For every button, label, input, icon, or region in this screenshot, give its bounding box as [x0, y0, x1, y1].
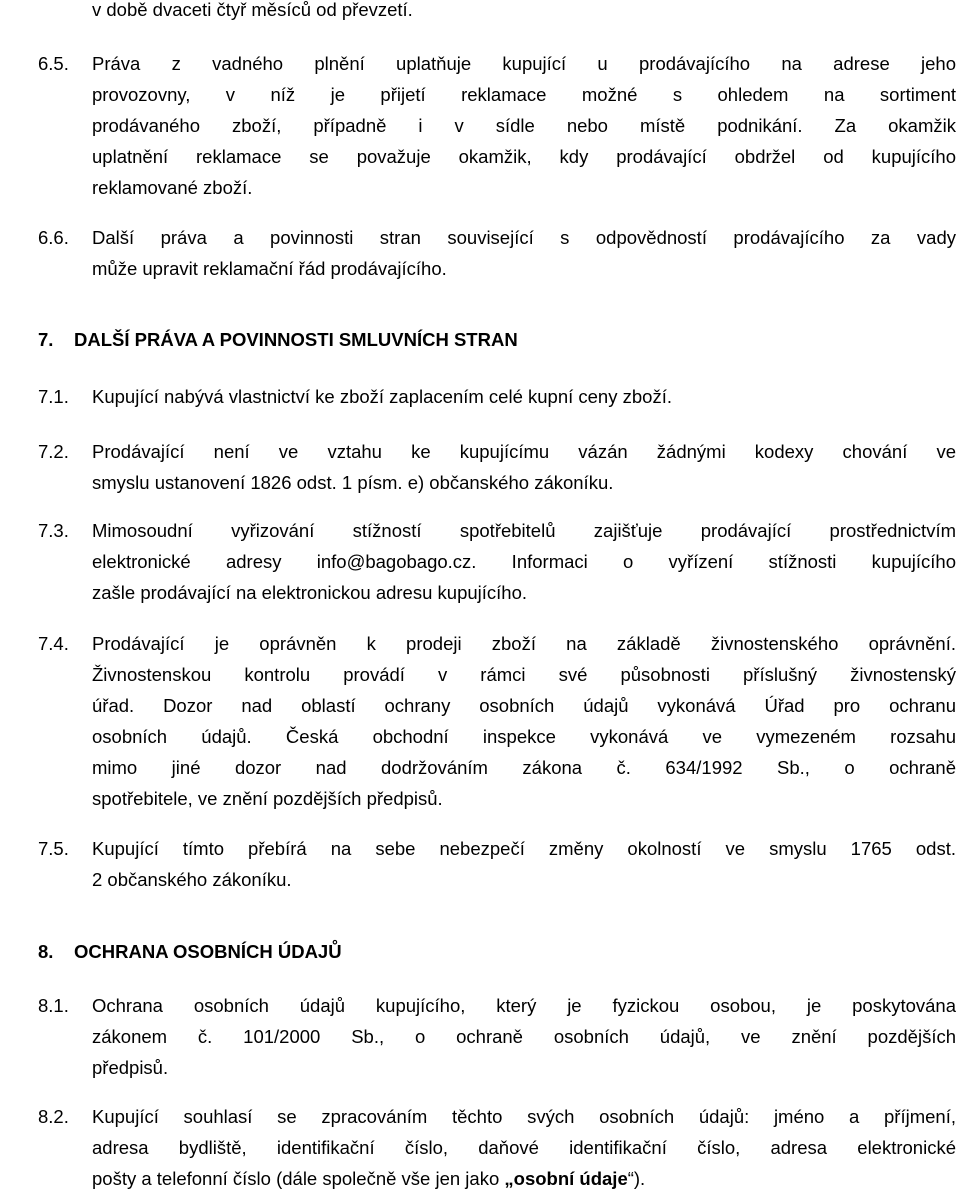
section-7-1-text: [92, 381, 956, 412]
text-line: úřad. Dozor nad oblastí ochrany osobních údajů vykonává Úřad pro ochranu: [92, 695, 956, 716]
text-line: provozovny, v níž je přijetí reklamace možné s ohledem na sortiment: [92, 84, 956, 105]
text-line: Prodávající je oprávněn k prodeji zboží na základě živnostenského oprávnění.: [92, 633, 956, 654]
heading-number: 8.: [38, 941, 54, 962]
text-line: osobních údajů. Česká obchodní inspekce vykonává ve vymezeném rozsahu: [92, 726, 956, 747]
section-7-4-text: [92, 628, 956, 814]
section-7-3-text: [92, 515, 956, 608]
section-number-7-4: 7.4.: [38, 633, 69, 654]
text-line: mimo jiné dozor nad dodržováním zákona č. 634/1992 Sb., o ochraně: [92, 757, 956, 778]
heading-title: DALŠÍ PRÁVA A POVINNOSTI SMLUVNÍCH STRAN: [74, 329, 518, 350]
text-line: Kupující nabývá vlastnictví ke zboží zaplacením celé kupní ceny zboží.: [92, 386, 672, 407]
section-number-8-1: 8.1.: [38, 995, 69, 1016]
text-line: Mimosoudní vyřizování stížností spotřebitelů zajišťuje prodávající prostřednictvím: [92, 520, 956, 541]
text-line: Práva z vadného plnění uplatňuje kupující u prodávajícího na adrese jeho: [92, 53, 956, 74]
section-number-7-3: 7.3.: [38, 520, 69, 541]
defined-term: „osobní údaje: [504, 1168, 628, 1189]
text-line: Prodávající není ve vztahu ke kupujícímu vázán žádnými kodexy chování ve: [92, 441, 956, 462]
text-line: může upravit reklamační řád prodávajícího.: [92, 258, 447, 279]
text-line: reklamované zboží.: [92, 177, 253, 198]
text-line: 2 občanského zákoníku.: [92, 869, 292, 890]
text-line: [92, 1163, 956, 1194]
section-7-2-text: [92, 436, 956, 498]
text-line: Další práva a povinnosti stran související s odpovědností prodávajícího za vady: [92, 227, 956, 248]
text-segment: “).: [627, 1168, 646, 1189]
section-7-5-text: [92, 833, 956, 895]
section-8-1-text: [92, 990, 956, 1083]
section-8-2-text: [92, 1101, 956, 1194]
text-line: smyslu ustanovení 1826 odst. 1 písm. e) občanského zákoníku.: [92, 472, 614, 493]
section-number-8-2: 8.2.: [38, 1106, 69, 1127]
text-line: Živnostenskou kontrolu provádí v rámci své působnosti příslušný živnostenský: [92, 664, 956, 685]
section-6-5-text: [92, 48, 956, 203]
text-line: zákonem č. 101/2000 Sb., o ochraně osobních údajů, ve znění pozdějších: [92, 1026, 956, 1047]
section-number-7-5: 7.5.: [38, 838, 69, 859]
text-line: Ochrana osobních údajů kupujícího, který je fyzickou osobou, je poskytována: [92, 995, 956, 1016]
section-6-6-text: [92, 222, 956, 284]
section-number-7-2: 7.2.: [38, 441, 69, 462]
heading-number: 7.: [38, 329, 54, 350]
text-line: Kupující souhlasí se zpracováním těchto svých osobních údajů: jméno a příjmení,: [92, 1106, 956, 1127]
text-line: uplatnění reklamace se považuje okamžik, kdy prodávající obdržel od kupujícího: [92, 146, 956, 167]
section-number-6-5: 6.5.: [38, 53, 69, 74]
text-segment: pošty a telefonní číslo (dále společně vše jen jako: [92, 1168, 505, 1189]
section-number-6-6: 6.6.: [38, 227, 69, 248]
text-line: adresa bydliště, identifikační číslo, daňové identifikační číslo, adresa elektronické: [92, 1137, 956, 1158]
heading-title: OCHRANA OSOBNÍCH ÚDAJŮ: [74, 941, 342, 962]
text-line: zašle prodávající na elektronickou adresu kupujícího.: [92, 582, 528, 603]
text-line: spotřebitele, ve znění pozdějších předpisů.: [92, 788, 443, 809]
section-number-7-1: 7.1.: [38, 386, 69, 407]
text-line: předpisů.: [92, 1057, 169, 1078]
heading-section-8: [38, 936, 342, 967]
text-line: prodávaného zboží, případně i v sídle nebo místě podnikání. Za okamžik: [92, 115, 956, 136]
text-line: Kupující tímto přebírá na sebe nebezpečí změny okolností ve smyslu 1765 odst.: [92, 838, 956, 859]
text-line: elektronické adresy info@bagobago.cz. Informaci o vyřízení stížnosti kupujícího: [92, 551, 956, 572]
top-line: v době dvaceti čtyř měsíců od převzetí.: [92, 0, 413, 20]
heading-section-7: [38, 324, 518, 355]
